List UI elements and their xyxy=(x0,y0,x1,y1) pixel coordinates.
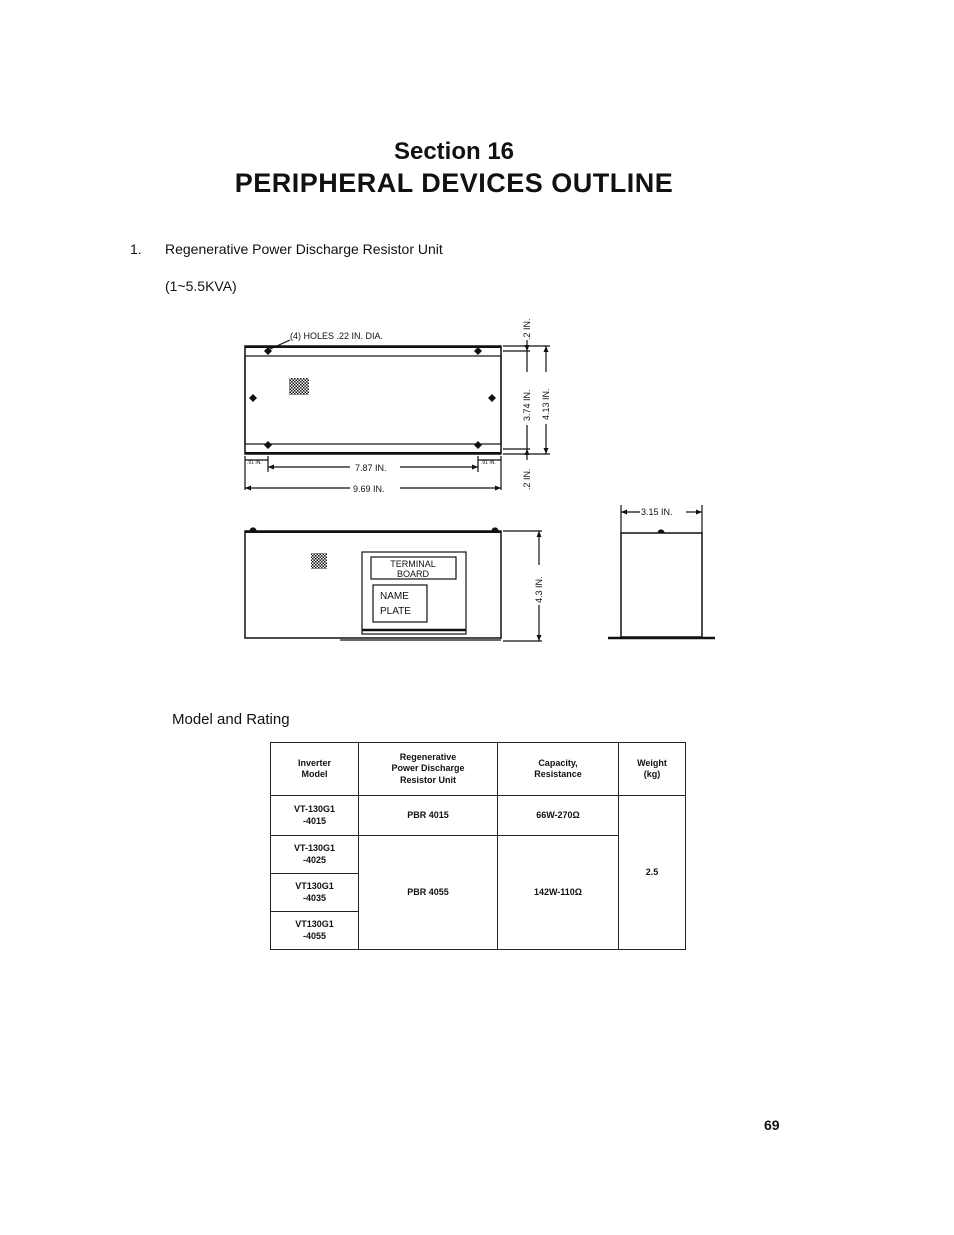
section-title: PERIPHERAL DEVICES OUTLINE xyxy=(234,168,674,198)
header-weight: Weight (kg) xyxy=(619,743,686,796)
table-header-row xyxy=(271,743,686,796)
dim-hole-width: 7.87 IN. xyxy=(355,463,387,473)
dim-left-offset: .91 IN. xyxy=(247,460,262,466)
item-rating: (1~5.5KVA) xyxy=(165,278,237,294)
model-cell: VT-130G1 -4015 xyxy=(271,796,359,836)
top-view xyxy=(245,340,550,490)
capacity-cell: 66W-270Ω xyxy=(498,796,619,836)
vent-grille xyxy=(289,378,309,395)
rating-table xyxy=(270,742,686,950)
mounting-holes xyxy=(249,347,496,449)
name-plate-line1: NAME xyxy=(380,591,409,602)
header-unit: Regenerative Power Discharge Resistor Unit xyxy=(359,743,498,796)
dim-front-height: 4.3 IN. xyxy=(534,576,544,603)
rating-heading: Model and Rating xyxy=(172,711,290,728)
weight-cell: 2.5 xyxy=(619,796,686,950)
model-cell: VT-130G1 -4025 xyxy=(271,836,359,874)
holes-label: (4) HOLES .22 IN. DIA. xyxy=(290,331,384,341)
page-number: 69 xyxy=(764,1117,780,1133)
terminal-board-line1: TERMINAL xyxy=(390,559,436,569)
dim-right-offset: .91 IN. xyxy=(481,460,496,466)
name-plate-line2: PLATE xyxy=(380,606,411,617)
terminal-board-line2: BOARD xyxy=(396,569,430,579)
capacity-cell: 142W-110Ω xyxy=(498,836,619,950)
dim-hole-spacing: 3.74 IN. xyxy=(522,389,532,421)
dim-top-offset: .2 IN. xyxy=(522,318,532,340)
header-model: Inverter Model xyxy=(271,743,359,796)
dim-overall-height: 4.13 IN. xyxy=(541,388,551,420)
item-title: Regenerative Power Discharge Resistor Unit xyxy=(165,241,443,257)
model-cell: VT130G1 -4055 xyxy=(271,912,359,950)
dim-depth: 3.15 IN. xyxy=(641,507,673,517)
dim-overall-width: 9.69 IN. xyxy=(353,484,385,494)
item-number: 1. xyxy=(130,241,142,257)
table-row xyxy=(271,796,686,836)
side-view xyxy=(608,505,715,638)
model-cell: VT130G1 -4035 xyxy=(271,874,359,912)
dim-bottom-offset: .2 IN. xyxy=(522,468,532,490)
unit-cell: PBR 4055 xyxy=(359,836,498,950)
unit-cell: PBR 4015 xyxy=(359,796,498,836)
header-capacity: Capacity, Resistance xyxy=(498,743,619,796)
vent-grille-front xyxy=(311,553,327,569)
front-view xyxy=(245,528,542,641)
section-number: Section 16 xyxy=(393,138,515,165)
